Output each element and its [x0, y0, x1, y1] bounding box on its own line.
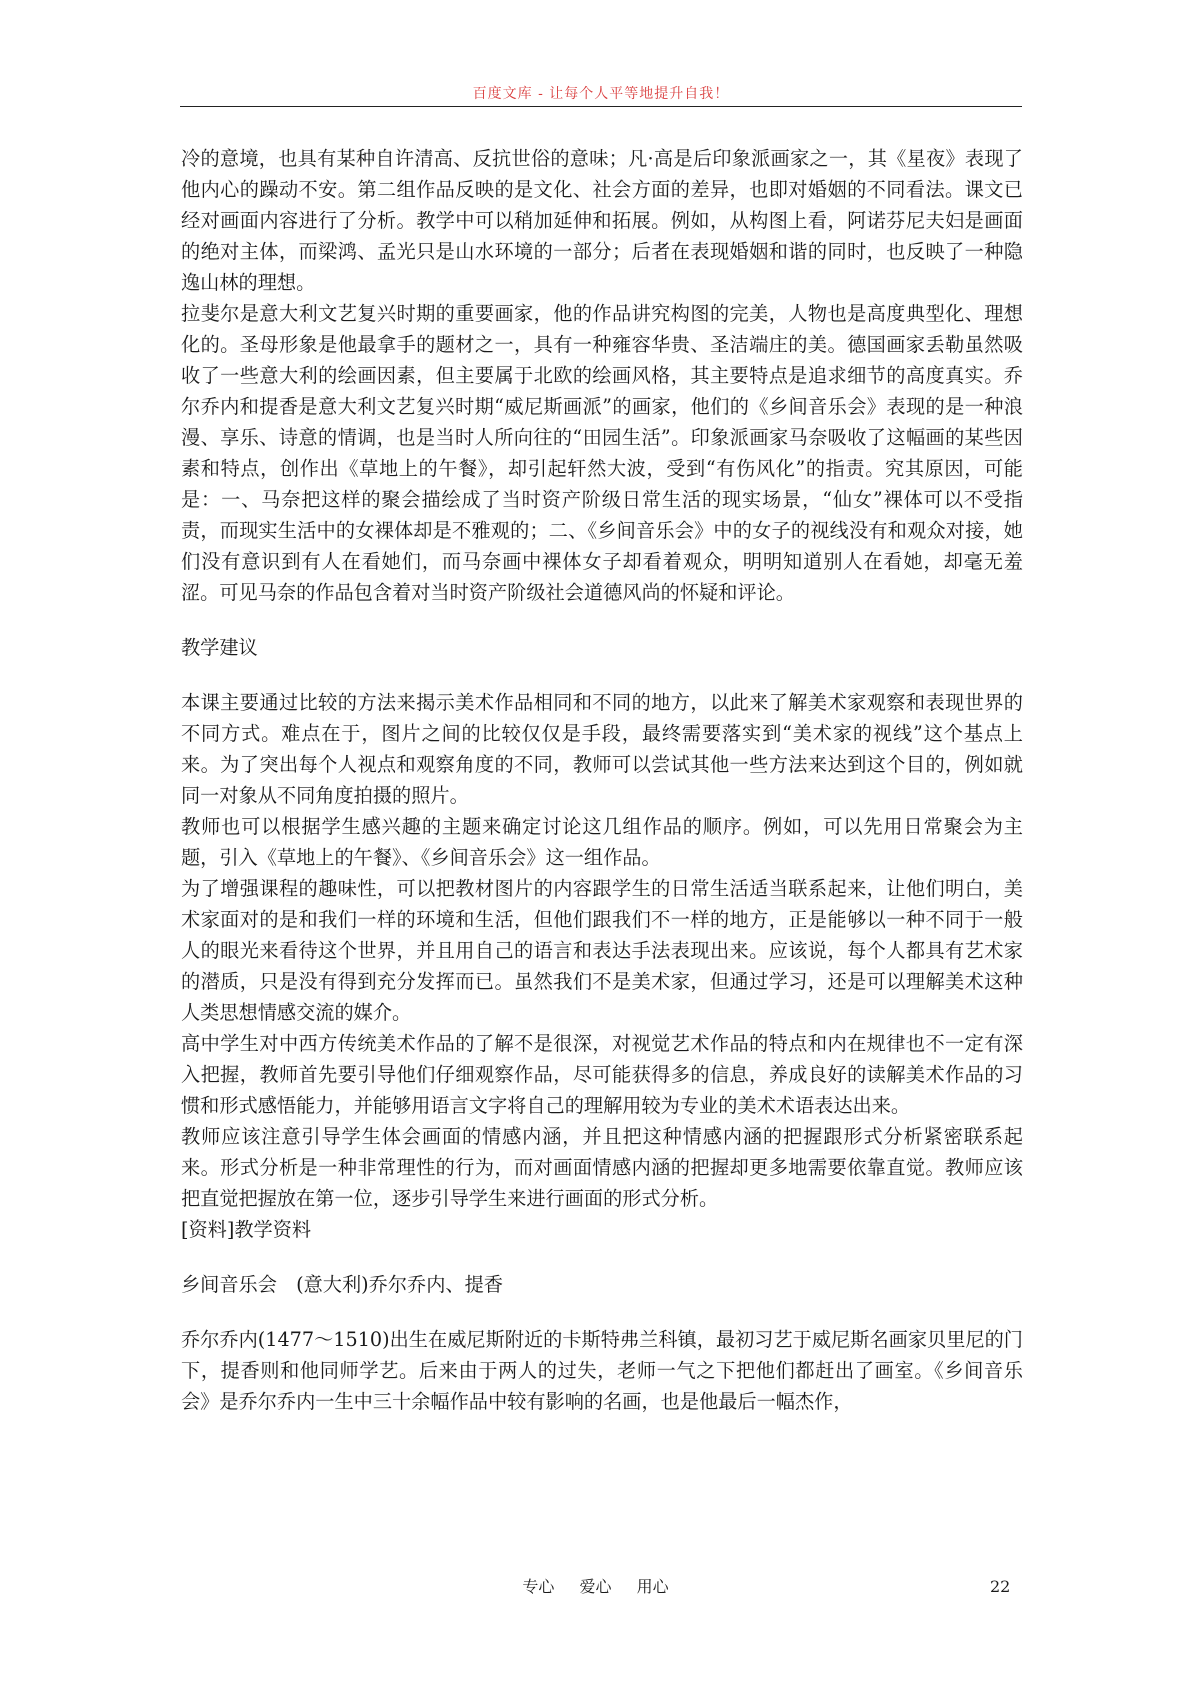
header-divider: [180, 106, 1022, 107]
body-paragraph: 拉斐尔是意大利文艺复兴时期的重要画家，他的作品讲究构图的完美，人物也是高度典型化、理想化的。圣母形象是他最拿手的题材之一，具有一种雍容华贵、圣洁端庄的美。德国画家丢勒虽然吸收了一些意大利的绘画因素，但主要属于北欧的绘画风格，其主要特点是追求细节的高度真实。乔尔乔内和提香是意大利文艺复兴时期“威尼斯画派”的画家，他们的《乡间音乐会》表现的是一种浪漫、享乐、诗意的情调，也是当时人所向往的“田园生活”。印象派画家马奈吸收了这幅画的某些因素和特点，创作出《草地上的午餐》，却引起轩然大波，受到“有伤风化”的指责。究其原因，可能是：一、马奈把这样的聚会描绘成了当时资产阶级日常生活的现实场景，“仙女”裸体可以不受指责，而现实生活中的女裸体却是不雅观的；二、《乡间音乐会》中的女子的视线没有和观众对接，她们没有意识到有人在看她们，而马奈画中裸体女子却看着观众，明明知道别人在看她，却毫无羞涩。可见马奈的作品包含着对当时资产阶级社会道德风尚的怀疑和评论。: [181, 302, 1023, 604]
advice-paragraph: 教师应该注意引导学生体会画面的情感内涵，并且把这种情感内涵的把握跟形式分析紧密联系起来。形式分析是一种非常理性的行为，而对画面情感内涵的把握却更多地需要依靠直觉。教师应该把直觉把握放在第一位，逐步引导学生来进行画面的形式分析。: [181, 1125, 1023, 1210]
footer-word: 用心: [636, 1577, 669, 1596]
artwork-paragraph: 乔尔乔内(1477～1510)出生在威尼斯附近的卡斯特弗兰科镇，最初习艺于威尼斯名画家贝里尼的门下，提香则和他同师学艺。后来由于两人的过失，老师一气之下把他们都赶出了画室。《乡间音乐会》是乔尔乔内一生中三十余幅作品中较有影响的名画，也是他最后一幅杰作，: [181, 1328, 1023, 1413]
resource-label: [资料]教学资料: [181, 1218, 312, 1241]
advice-paragraph: 本课主要通过比较的方法来揭示美术作品相同和不同的地方，以此来了解美术家观察和表现世界的不同方式。难点在于，图片之间的比较仅仅是手段，最终需要落实到“美术家的视线”这个基点上来。为了突出每个人视点和观察角度的不同，教师可以尝试其他一些方法来达到这个目的，例如就同一对象从不同角度拍摄的照片。: [181, 691, 1023, 807]
footer-word: 专心: [522, 1577, 555, 1596]
body-paragraph: 冷的意境，也具有某种自许清高、反抗世俗的意味；凡·高是后印象派画家之一，其《星夜》表现了他内心的躁动不安。第二组作品反映的是文化、社会方面的差异，也即对婚姻的不同看法。课文已经对画面内容进行了分析。教学中可以稍加延伸和拓展。例如，从构图上看，阿诺芬尼夫妇是画面的绝对主体，而梁鸿、孟光只是山水环境的一部分；后者在表现婚姻和谐的同时，也反映了一种隐逸山林的理想。: [181, 147, 1023, 294]
page-number: 22: [990, 1577, 1011, 1596]
artwork-heading: 乡间音乐会 (意大利)乔尔乔内、提香: [181, 1273, 503, 1296]
section-heading-teaching-advice: 教学建议: [181, 636, 258, 659]
advice-paragraph: 高中学生对中西方传统美术作品的了解不是很深，对视觉艺术作品的特点和内在规律也不一定有深入把握，教师首先要引导他们仔细观察作品，尽可能获得多的信息，养成良好的读解美术作品的习惯和形式感悟能力，并能够用语言文字将自己的理解用较为专业的美术术语表达出来。: [181, 1032, 1023, 1117]
header-slogan: 百度文库 - 让每个人平等地提升自我！: [472, 86, 730, 102]
advice-paragraph: 为了增强课程的趣味性，可以把教材图片的内容跟学生的日常生活适当联系起来，让他们明白，美术家面对的是和我们一样的环境和生活，但他们跟我们不一样的地方，正是能够以一种不同于一般人的眼光来看待这个世界，并且用自己的语言和表达手法表现出来。应该说，每个人都具有艺术家的潜质，只是没有得到充分发挥而已。虽然我们不是美术家，但通过学习，还是可以理解美术这种人类思想情感交流的媒介。: [181, 877, 1023, 1024]
document-body: [181, 143, 1023, 1417]
advice-paragraph: 教师也可以根据学生感兴趣的主题来确定讨论这几组作品的顺序。例如，可以先用日常聚会为主题，引入《草地上的午餐》、《乡间音乐会》这一组作品。: [181, 815, 1023, 869]
footer-word: 爱心: [579, 1577, 612, 1596]
page-footer: [0, 1577, 1191, 1597]
page-header: [180, 84, 1022, 106]
